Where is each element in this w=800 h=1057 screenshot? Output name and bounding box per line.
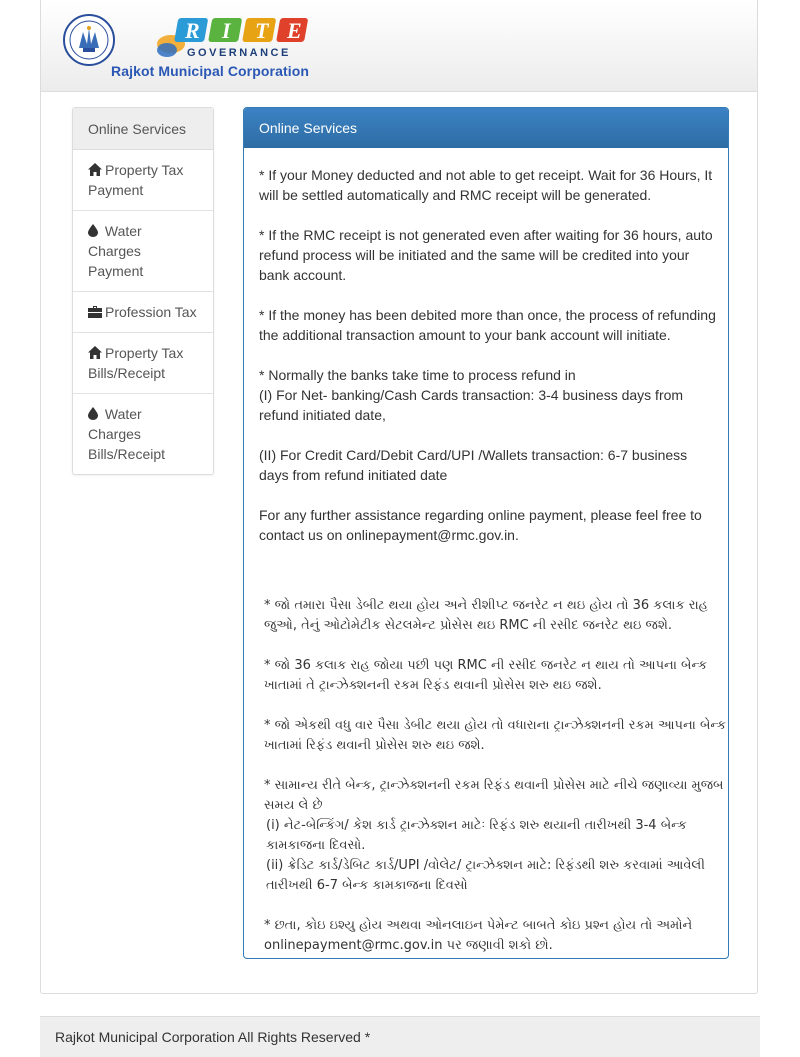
sidebar-menu: [72, 107, 214, 475]
gu-note-1: * જો તમારા પૈસા ડેબીટ થયા હોય અને રીશીપ્ટ જનરેટ ન થઇ હોય તો 36 કલાક રાહ જુઓ, તેનું ઓટોમેટીક સેટલમેન્ટ પ્રોસેસ થઇ RMC ની રસીદ જનરેટ થઇ જશે.: [264, 598, 708, 633]
en-note-contact: For any further assistance regarding online payment, please feel free to contact us on onlinepayment@rmc.gov.in.: [259, 507, 702, 543]
en-note-netbanking: (I) For Net- banking/Cash Cards transaction: 3-4 business days from refund initiated date,: [259, 387, 684, 423]
home-icon: [88, 163, 102, 176]
water-drop-icon: [88, 407, 98, 420]
site-header: [41, 0, 757, 92]
footer-copyright: Rajkot Municipal Corporation All Rights Reserved *: [55, 1029, 371, 1045]
site-footer: [40, 1016, 760, 1057]
logo-letter-r: R: [185, 18, 200, 43]
sidebar-item-profession-tax[interactable]: [73, 292, 213, 333]
sidebar-item-property-tax-payment[interactable]: [73, 150, 213, 211]
en-note-refund-time-intro: * Normally the banks take time to process refund in: [259, 367, 576, 383]
sidebar-item-water-charges-payment[interactable]: [73, 211, 213, 292]
en-note-debited-twice: * If the money has been debited more than once, the process of refunding the additional transaction amount to your bank account will initiate.: [259, 307, 716, 343]
water-drop-icon: [88, 224, 98, 237]
logo-governance-text: GOVERNANCE: [187, 47, 291, 59]
gu-note-2: * જો 36 કલાક રાહ જોયા પછી પણ RMC ની રસીદ જનરેટ ન થાય તો આપના બેન્ક ખાતામાં તે ટ્રાન્ઝેક્શનની રકમ રિફંડ થવાની પ્રોસેસ શરુ થઇ જશે.: [264, 658, 708, 693]
sidebar-item-water-charges-bills[interactable]: [73, 394, 213, 474]
sidebar-heading: Online Services: [73, 108, 213, 150]
en-note-wait-36-hours: * If your Money deducted and not able to get receipt. Wait for 36 Hours, It will be settled automatically and RMC receipt will be generated.: [259, 167, 713, 203]
sidebar-item-label: Water Charges Bills/Receipt: [88, 406, 166, 462]
rite-governance-logo: [121, 14, 311, 62]
sidebar-item-property-tax-bills[interactable]: [73, 333, 213, 394]
rmc-emblem-logo[interactable]: [63, 14, 115, 66]
gu-note-3: * જો એકથી વધુ વાર પૈસા ડેબીટ થયા હોય તો વધારાના ટ્રાન્ઝેક્શનની રકમ આપના બેન્ક ખાતામાં રિફંડ થવાની પ્રોસેસ શરુ થઇ જશે.: [264, 718, 727, 753]
online-services-panel: [243, 107, 729, 959]
panel-heading: Online Services: [244, 108, 728, 148]
sidebar-item-label: Property Tax Bills/Receipt: [88, 345, 184, 381]
briefcase-icon: [88, 306, 102, 318]
home-icon: [88, 346, 102, 359]
logo-letter-t: T: [255, 18, 269, 43]
sidebar-item-label: Water Charges Payment: [88, 223, 144, 279]
en-note-cards-upi: (II) For Credit Card/Debit Card/UPI /Wallets transaction: 6-7 business days from refund initiated date: [259, 447, 688, 483]
logo-letter-e: E: [287, 18, 302, 43]
gu-note-4-ii: (ii) ક્રેડિટ કાર્ડ/ડેબિટ કાર્ડ/UPI /વોલેટ/ ટ્રાન્ઝેક્શન માટે: રિફંડથી શરુ કરવામાં આવેલી તારીખથી 6-7 બેન્ક કામકાજના દિવસો: [266, 858, 705, 893]
corporation-name: Rajkot Municipal Corporation: [111, 63, 310, 79]
gu-note-4-i: (i) નેટ-બેન્કિંગ/ કેશ કાર્ડ ટ્રાન્ઝેક્શન માટેઃ રિફંડ શરુ થયાની તારીખથી 3-4 બેન્ક કામકાજના દિવસો.: [266, 818, 687, 853]
sidebar-item-label: Property Tax Payment: [88, 162, 184, 198]
english-instructions: [259, 165, 719, 565]
logo-letter-i: I: [222, 18, 231, 43]
gu-note-4: * સામાન્ય રીતે બેન્ક, ટ્રાન્ઝેક્શનની રકમ રિફંડ થવાની પ્રોસેસ માટે નીચે જણાવ્યા મુજબ સમય લે છે: [264, 778, 724, 813]
gu-note-5: * છતા, કોઇ ઇશ્યુ હોય અથવા ઓનલાઇન પેમેન્ટ બાબતે કોઇ પ્રશ્ન હોય તો અમોને onlinepayment@rmc.gov.in પર જણાવી શકો છો.: [264, 918, 693, 953]
gujarati-instructions: [244, 596, 728, 976]
sidebar-item-label: Profession Tax: [105, 304, 197, 320]
page-container: [40, 0, 758, 994]
en-note-auto-refund: * If the RMC receipt is not generated even after waiting for 36 hours, auto refund process will be initiated and the same will be credited into your bank account.: [259, 227, 713, 283]
en-note-refund-time: [259, 365, 719, 425]
